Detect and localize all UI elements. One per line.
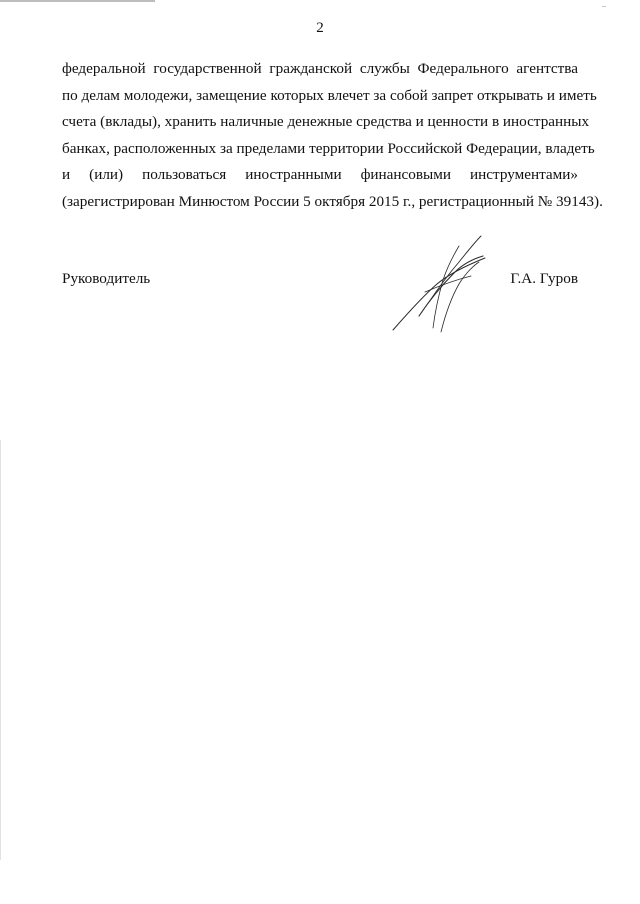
- paragraph-line-last: (зарегистрирован Минюстом России 5 октября 2015 г., регистрационный № 39143).: [62, 192, 603, 210]
- signer-role: Руководитель: [62, 270, 151, 287]
- paragraph-line: банках, расположенных за пределами территории Российской Федерации, владеть: [62, 139, 595, 157]
- scan-artifact-top: [0, 0, 155, 2]
- paragraph: [62, 56, 603, 215]
- signer-name: Г.А. Гуров: [510, 270, 578, 287]
- scan-artifact-corner: [602, 6, 606, 7]
- page-number: 2: [316, 20, 324, 36]
- paragraph-line: и (или) пользоваться иностранными финансовыми инструментами»: [62, 166, 578, 183]
- paragraph-line: по делам молодежи, замещение которых влечет за собой запрет открывать и иметь: [62, 86, 597, 104]
- scan-artifact-left-edge: [0, 440, 1, 860]
- paragraph-line: федеральной государственной гражданской службы Федерального агентства: [62, 60, 578, 77]
- paragraph-line: счета (вклады), хранить наличные денежные средства и ценности в иностранных: [62, 113, 590, 130]
- signature-block: [62, 266, 578, 292]
